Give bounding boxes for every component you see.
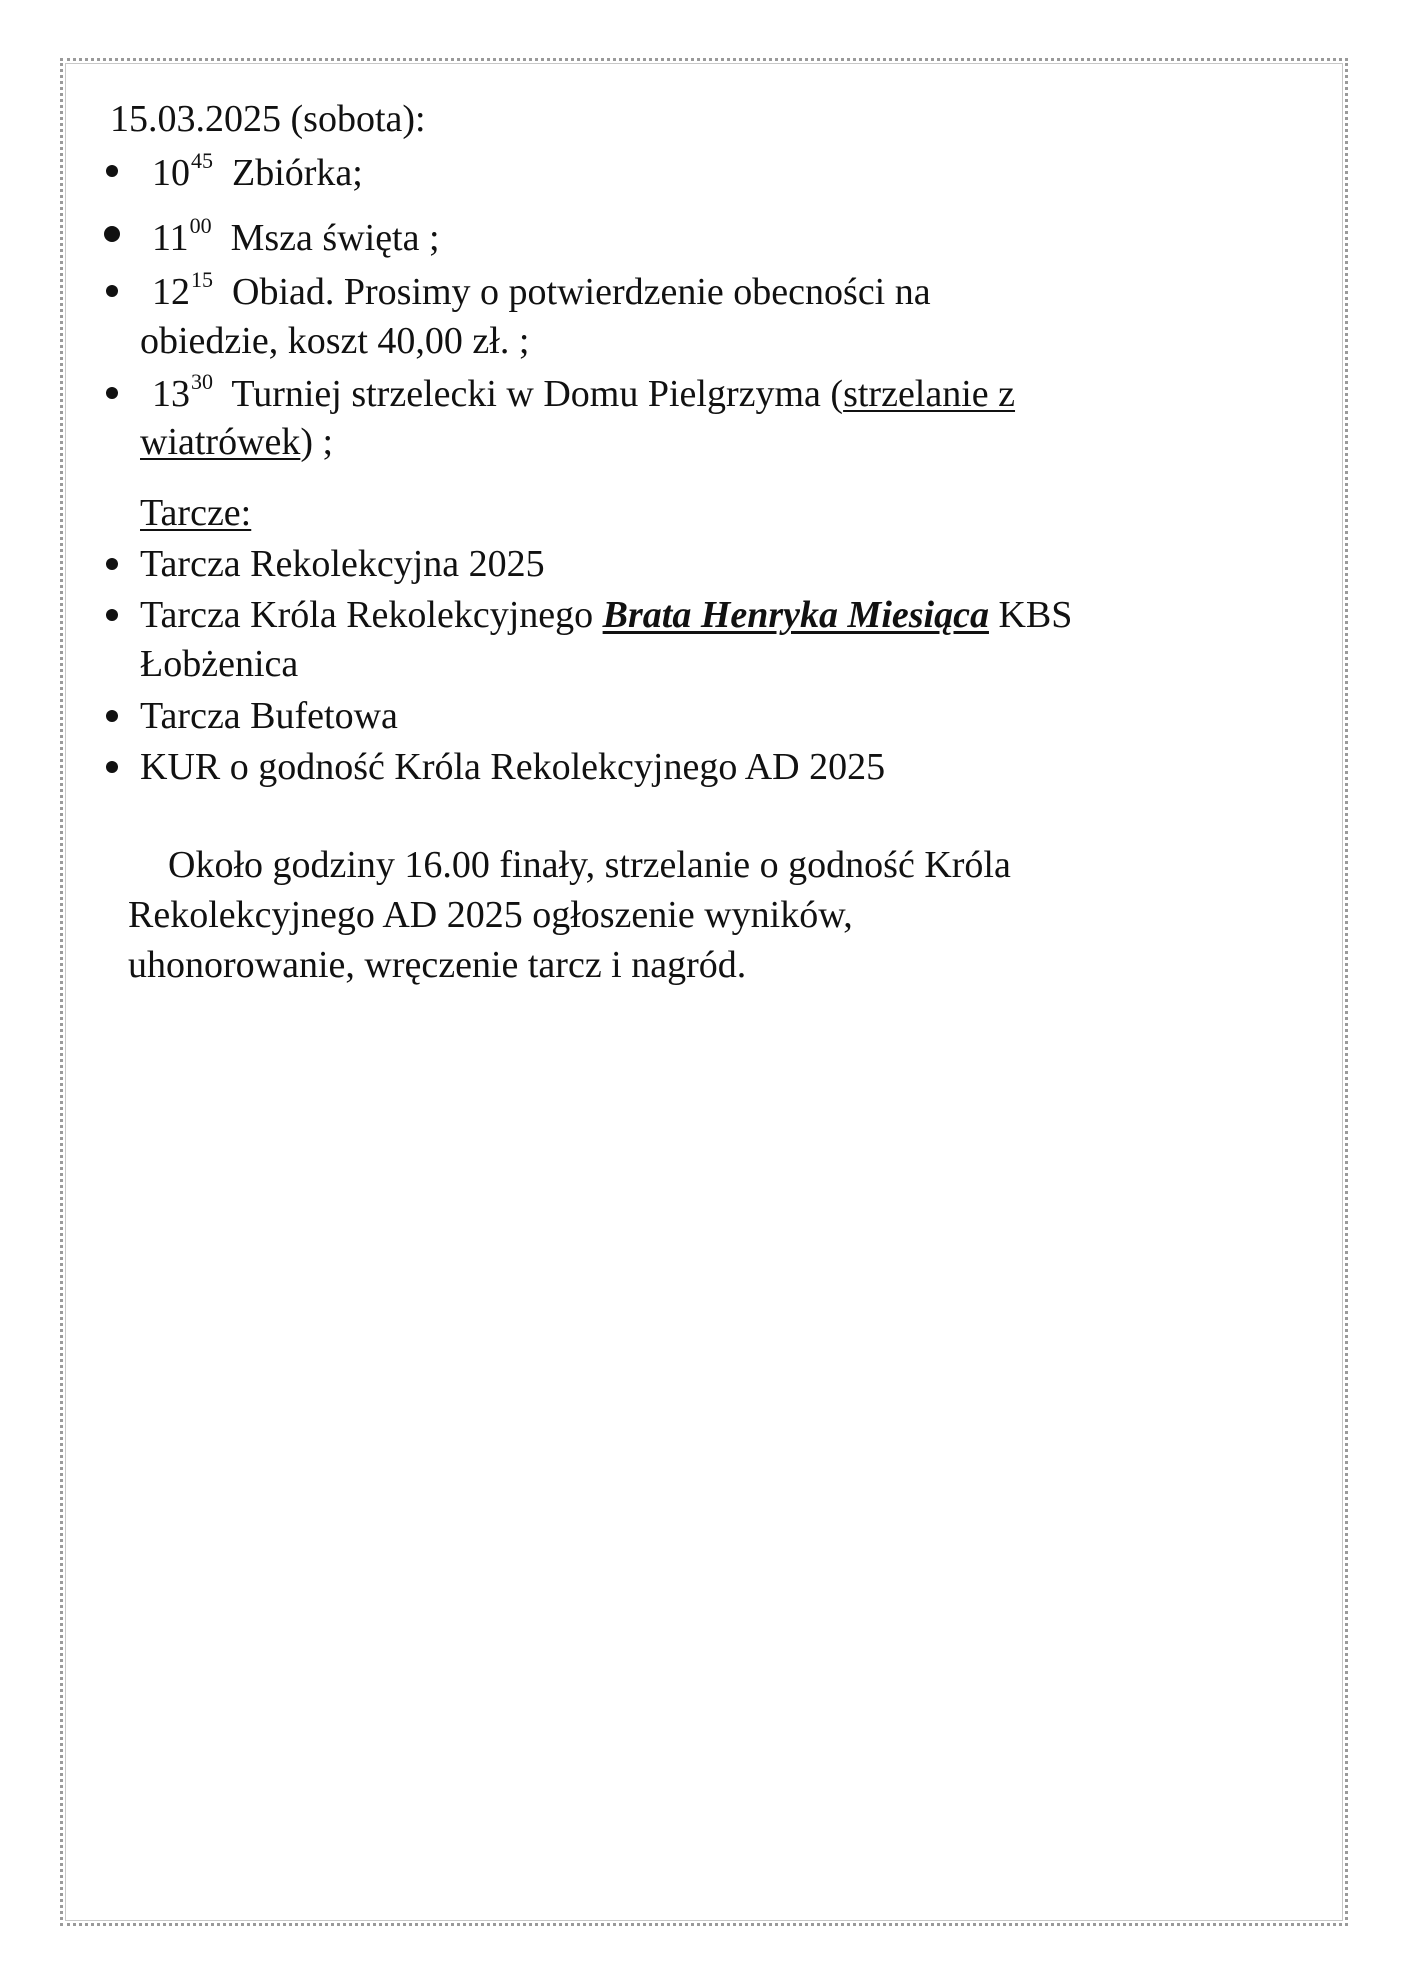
schedule-text: Zbiórka; [232,152,363,194]
schedule-minutes: 15 [191,267,213,292]
schedule-item-4 [152,369,1016,415]
schedule-item-1 [152,148,363,194]
shield-item-2-continuation: Łobżenica [140,643,299,685]
schedule-hour: 12 [152,271,190,313]
bullet-icon [104,226,120,242]
bullet-icon [106,387,118,399]
schedule-hour: 10 [152,152,190,194]
schedule-item-3-continuation: obiedzie, koszt 40,00 zł. ; [140,320,530,362]
shields-heading: Tarcze: [140,492,252,534]
schedule-text: Msza święta ; [230,217,440,259]
schedule-text: Obiad. Prosimy o potwierdzenie obecności na [232,271,931,313]
underlined-text: wiatrówek [140,421,301,463]
closing-paragraph-line-2: Rekolekcyjnego AD 2025 ogłoszenie wyników, [128,894,853,936]
bullet-icon [106,165,118,177]
schedule-hour: 13 [152,373,190,415]
schedule-item-3 [152,267,931,313]
schedule-text: Turniej strzelecki w Domu Pielgrzyma ( [231,373,844,415]
shield-text: Tarcza Króla Rekolekcyjnego [140,594,603,636]
date-heading: 15.03.2025 (sobota): [110,98,426,140]
closing-paragraph-line-1: Około godziny 16.00 finały, strzelanie o godność Króla [168,844,1011,886]
shield-item-4: KUR o godność Króla Rekolekcyjnego AD 2025 [140,746,886,788]
shield-text: KBS [988,594,1073,636]
schedule-minutes: 30 [191,369,213,394]
schedule-item-4-continuation [140,423,333,461]
bullet-icon [106,609,118,621]
schedule-hour: 11 [152,217,189,259]
emphasized-name: Brata Henryka Miesiąca [602,594,989,636]
bullet-icon [106,285,118,297]
shield-item-3: Tarcza Bufetowa [140,695,398,737]
bullet-icon [106,761,118,773]
schedule-minutes: 45 [191,148,213,173]
schedule-text: ) ; [300,421,334,463]
underlined-text: strzelanie z [843,373,1016,415]
shield-item-1: Tarcza Rekolekcyjna 2025 [140,543,545,585]
closing-paragraph-line-3: uhonorowanie, wręczenie tarcz i nagród. [128,944,747,986]
bullet-icon [106,710,118,722]
schedule-minutes: 00 [189,213,212,238]
schedule-item-2 [152,213,440,259]
shield-item-2 [140,596,1072,634]
bullet-icon [106,558,118,570]
